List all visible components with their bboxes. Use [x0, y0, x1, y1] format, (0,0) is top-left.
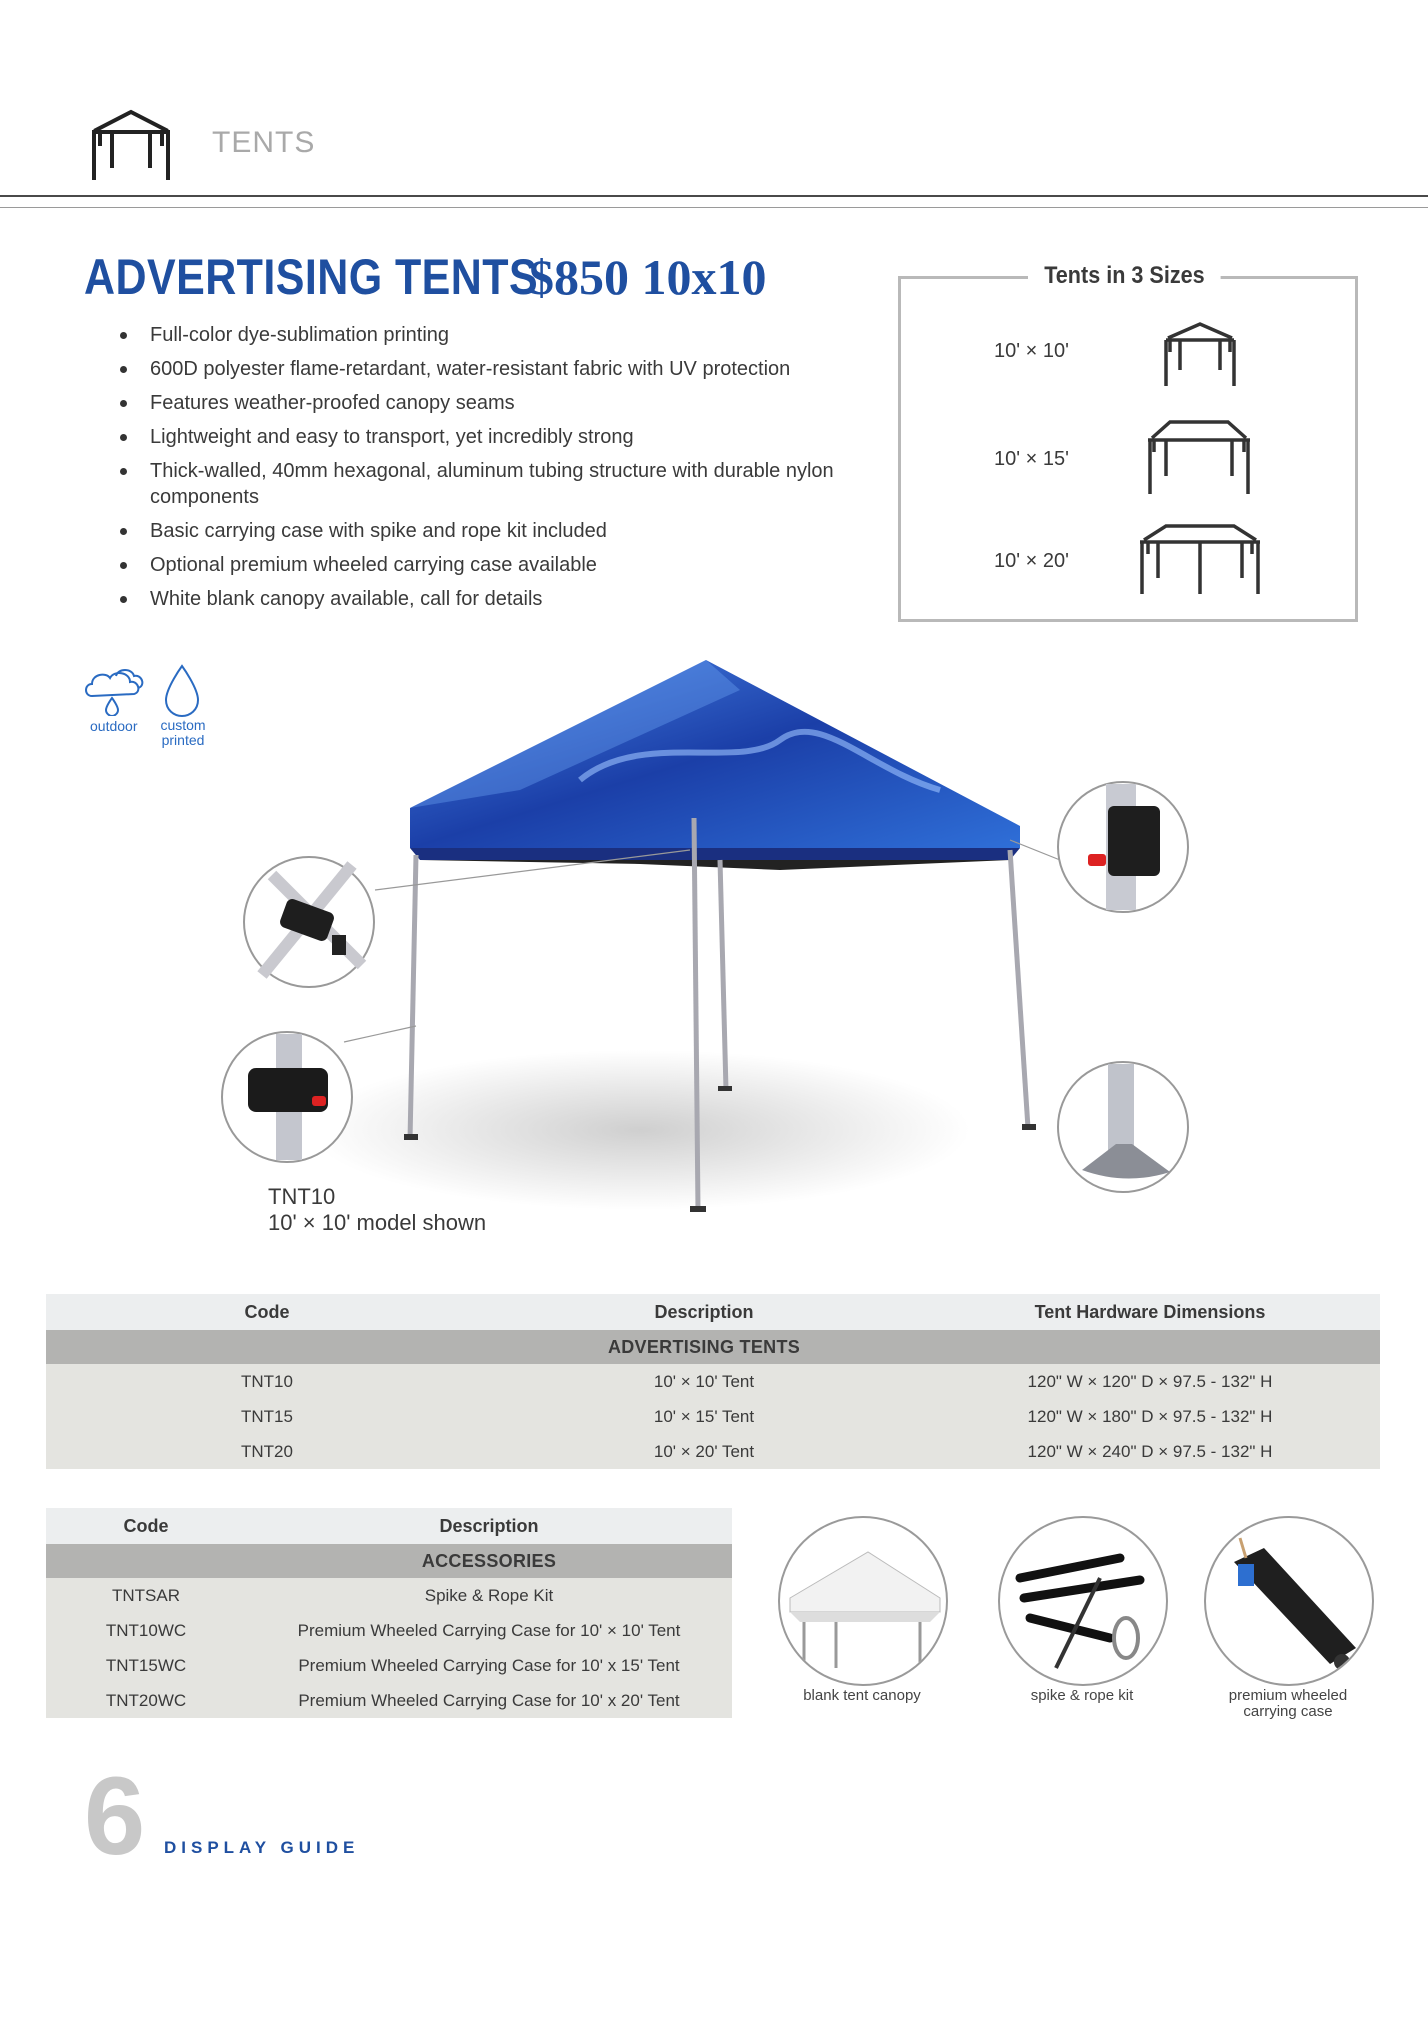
cell-code: TNT20 — [46, 1434, 488, 1469]
product-name: ADVERTISING TENTS — [84, 249, 539, 305]
sizes-box — [898, 276, 1358, 622]
tent-10x20-icon — [1136, 522, 1264, 596]
page-number: 6 — [84, 1755, 146, 1878]
detail-pin-photo — [1056, 780, 1190, 914]
table-row — [46, 1434, 1380, 1469]
badge-label-line: custom — [160, 717, 206, 733]
cell-dimensions: 120" W × 240" D × 97.5 - 132" H — [920, 1434, 1380, 1469]
badge-label-line: printed — [161, 732, 205, 748]
cell-description: Premium Wheeled Carrying Case for 10' x 15' Tent — [246, 1648, 732, 1683]
feature-list — [110, 322, 850, 620]
cloud-rain-icon — [82, 664, 148, 716]
spike-rope-kit-photo — [998, 1516, 1168, 1686]
accessory-caption: spike & rope kit — [1030, 1687, 1134, 1704]
badge-label-outdoor: outdoor — [90, 718, 138, 734]
accessories-table — [46, 1508, 732, 1718]
feature-item: Basic carrying case with spike and rope kit included — [110, 518, 850, 544]
product-title — [84, 248, 767, 306]
size-label: 10' × 20' — [994, 550, 1069, 572]
table-row — [46, 1648, 732, 1683]
table-row — [46, 1399, 1380, 1434]
detail-lock-photo — [220, 1030, 354, 1164]
cell-dimensions: 120" W × 180" D × 97.5 - 132" H — [920, 1399, 1380, 1434]
blank-canopy-photo — [778, 1516, 948, 1686]
feature-item: 600D polyester flame-retardant, water-resistant fabric with UV protection — [110, 356, 850, 382]
cell-code: TNT20WC — [46, 1683, 246, 1718]
feature-item: Thick-walled, 40mm hexagonal, aluminum tubing structure with durable nylon components — [110, 458, 850, 510]
col-header-description: Description — [488, 1294, 920, 1330]
model-code: TNT10 — [268, 1184, 336, 1209]
caption-line: premium wheeled — [1228, 1687, 1348, 1704]
col-header-description: Description — [246, 1508, 732, 1544]
cell-code: TNT15 — [46, 1399, 488, 1434]
section-title: TENTS — [212, 126, 316, 159]
sizes-box-title: Tents in 3 Sizes — [1028, 262, 1221, 290]
accessory-caption — [1178, 1688, 1398, 1720]
spec-table — [46, 1294, 1380, 1469]
cell-code: TNTSAR — [46, 1578, 246, 1613]
cell-code: TNT15WC — [46, 1648, 246, 1683]
section-label: ADVERTISING TENTS — [488, 1330, 920, 1364]
cell-dimensions: 120" W × 120" D × 97.5 - 132" H — [920, 1364, 1380, 1399]
model-note: 10' × 10' model shown — [268, 1210, 487, 1235]
product-price-size: $850 10x10 — [529, 249, 767, 305]
cell-code: TNT10 — [46, 1364, 488, 1399]
table-section-row — [46, 1544, 732, 1578]
tent-10x10-icon — [1162, 320, 1238, 390]
accessory-caption: blank tent canopy — [803, 1687, 921, 1704]
cell-description: 10' × 10' Tent — [488, 1364, 920, 1399]
cell-description: Premium Wheeled Carrying Case for 10' × 10' Tent — [246, 1613, 732, 1648]
detail-hinge-photo — [242, 855, 376, 989]
section-label: ACCESSORIES — [246, 1544, 732, 1578]
col-header-code: Code — [46, 1508, 246, 1544]
cell-description: Premium Wheeled Carrying Case for 10' x 20' Tent — [246, 1683, 732, 1718]
cell-description: 10' × 20' Tent — [488, 1434, 920, 1469]
header-divider-thin — [0, 207, 1428, 208]
footer-label: DISPLAY GUIDE — [164, 1838, 360, 1857]
cell-description: 10' × 15' Tent — [488, 1399, 920, 1434]
col-header-code: Code — [46, 1294, 488, 1330]
size-label: 10' × 15' — [994, 448, 1069, 470]
badge-label-custom — [158, 718, 208, 748]
drop-icon — [160, 662, 204, 718]
tent-10x15-icon — [1144, 418, 1254, 496]
table-row — [46, 1683, 732, 1718]
feature-item: Lightweight and easy to transport, yet incredibly strong — [110, 424, 850, 450]
cell-code: TNT10WC — [46, 1613, 246, 1648]
feature-item: Full-color dye-sublimation printing — [110, 322, 850, 348]
table-row — [46, 1613, 732, 1648]
tent-icon — [90, 108, 172, 180]
col-header-dimensions: Tent Hardware Dimensions — [920, 1294, 1380, 1330]
header-divider — [0, 195, 1428, 197]
feature-item: Features weather-proofed canopy seams — [110, 390, 850, 416]
wheeled-case-photo — [1204, 1516, 1374, 1686]
caption-line: carrying case — [1243, 1703, 1333, 1720]
table-section-row — [46, 1330, 1380, 1364]
table-row — [46, 1364, 1380, 1399]
table-header-row — [46, 1294, 1380, 1330]
feature-item: White blank canopy available, call for details — [110, 586, 850, 612]
table-header-row — [46, 1508, 732, 1544]
feature-item: Optional premium wheeled carrying case available — [110, 552, 850, 578]
table-row — [46, 1578, 732, 1613]
detail-footplate-photo — [1056, 1060, 1190, 1194]
size-label: 10' × 10' — [994, 340, 1069, 362]
cell-description: Spike & Rope Kit — [246, 1578, 732, 1613]
